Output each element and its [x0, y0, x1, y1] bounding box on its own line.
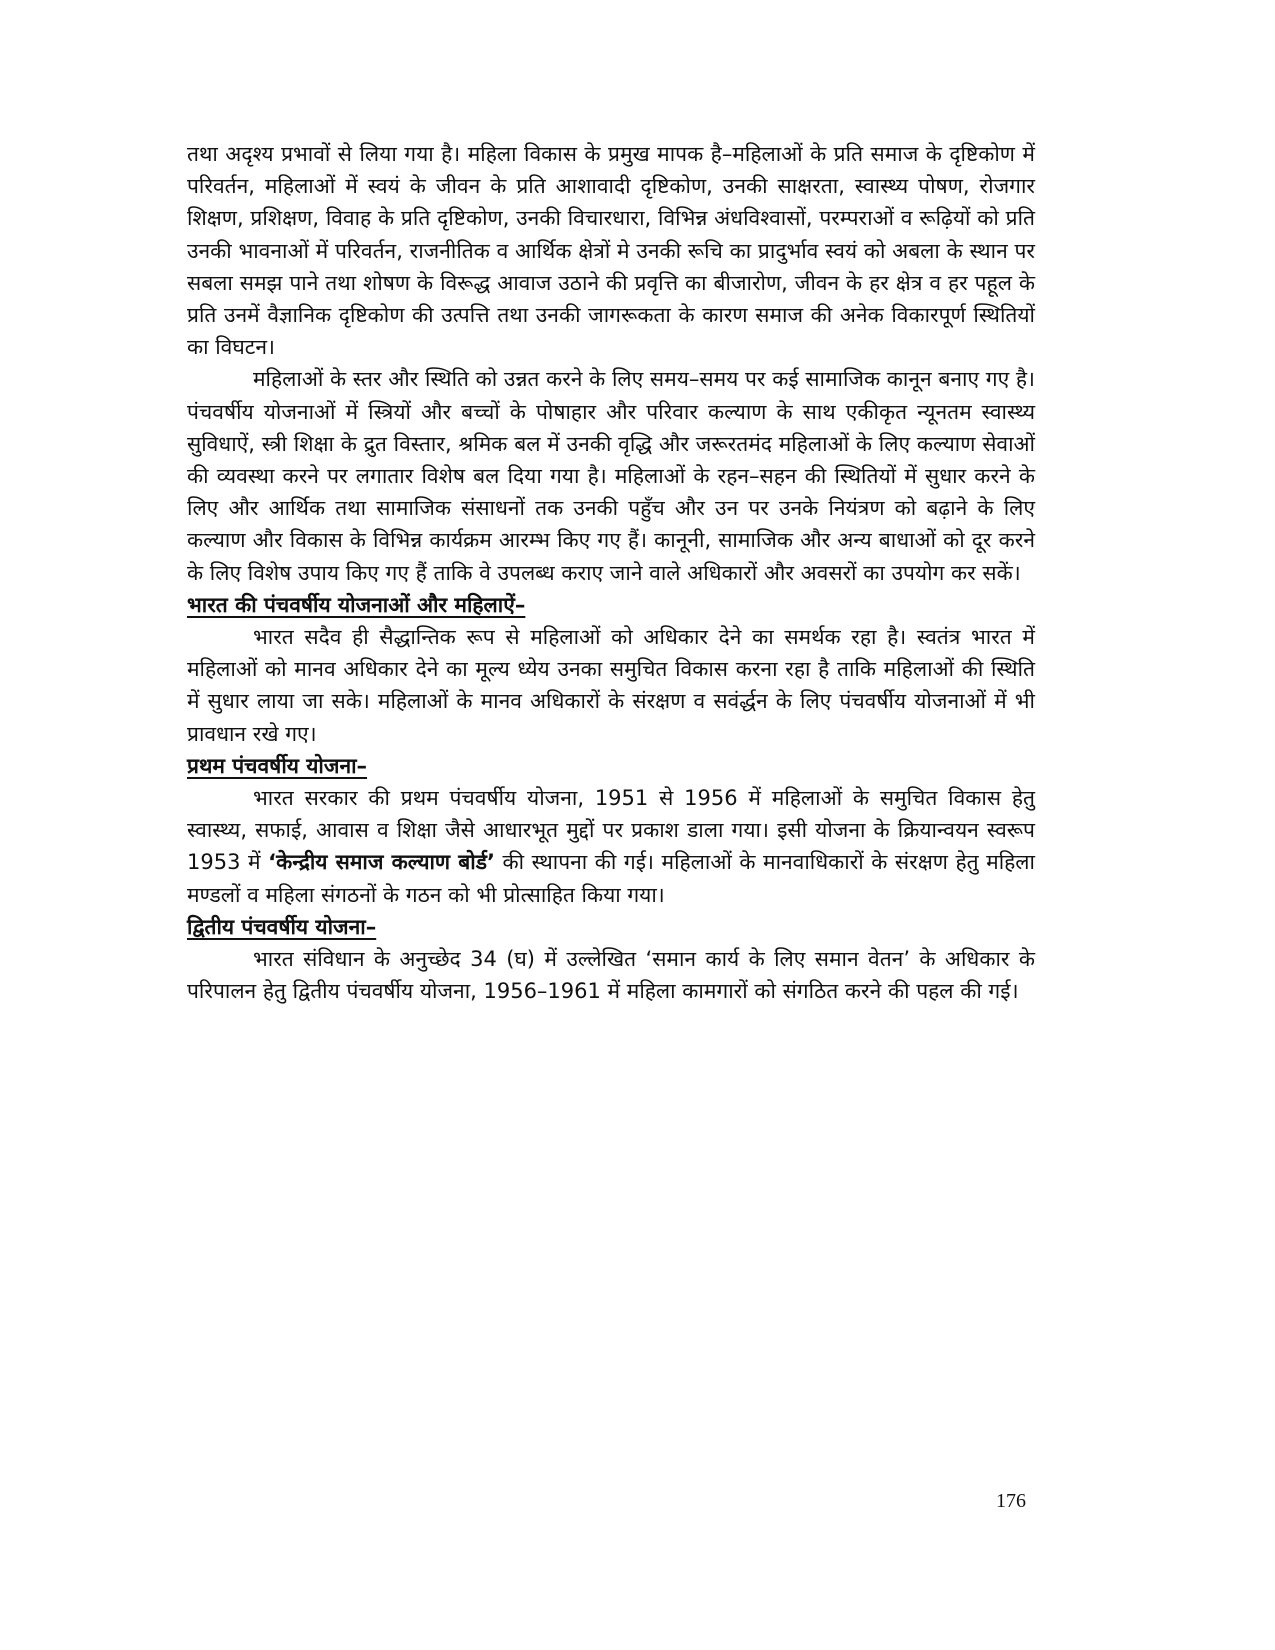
central-social-welfare-board-name: ‘केन्द्रीय समाज कल्याण बोर्ड’: [268, 850, 495, 875]
first-plan-text-before: भारत सरकार की प्रथम पंचवर्षीय योजना, 1951 से 1956 में महिलाओं के समुचित विकास हेतु स्वास्थ्य, सफाई, आवास व शिक्षा जैसे आधारभूत मुद्दों पर प्रकाश डाला गया। इसी योजना के क्रियान्वयन स्वरूप 1953 में: [187, 786, 1035, 875]
heading-five-year-plans: भारत की पंचवर्षीय योजनाओं और महिलाऐं–: [187, 592, 526, 617]
laws-paragraph: महिलाओं के स्तर और स्थिति को उन्नत करने के लिए समय–समय पर कई सामाजिक कानून बनाए गए है। पंचवर्षीय योजनाओं में स्त्रियों और बच्चों के पोषाहार और परिवार कल्याण के साथ एकीकृत न्यूनतम स्वास्थ्य सुविधाऐं, स्त्री शिक्षा के द्रुत विस्तार, श्रमिक बल में उनकी वृद्धि और जरूरतमंद महिलाओं के लिए कल्याण सेवाओं की व्यवस्था करने पर लगातार विशेष बल दिया गया है। महिलाओं के रहन–सहन की स्थितियों में सुधार करने के लिए और आर्थिक तथा सामाजिक संसाधनों तक उनकी पहुँच और उन पर उनके नियंत्रण को बढ़ाने के लिए कल्याण और विकास के विभिन्न कार्यक्रम आरम्भ किए गए हैं। कानूनी, सामाजिक और अन्य बाधाओं को दूर करने के लिए विशेष उपाय किए गए हैं ताकि वे उपलब्ध कराए जाने वाले अधिकारों और अवसरों का उपयोग कर सकें।: [187, 367, 1035, 585]
five-year-plans-paragraph: भारत सदैव ही सैद्धान्तिक रूप से महिलाओं को अधिकार देने का समर्थक रहा है। स्वतंत्र भारत में महिलाओं को मानव अधिकार देने का मूल्य ध्येय उनका समुचित विकास करना रहा है ताकि महिलाओं की स्थिति में सुधार लाया जा सके। महिलाओं के मानव अधिकारों के संरक्षण व सवंर्द्धन के लिए पंचवर्षीय योजनाओं में भी प्रावधान रखे गए।: [187, 625, 1035, 746]
heading-second-plan: द्वितीय पंचवर्षीय योजना–: [187, 914, 377, 939]
first-plan-text-after: की स्थापना की गई। महिलाओं के मानवाधिकारों के संरक्षण हेतु महिला मण्डलों व महिला संगठनों के गठन को भी प्रोत्साहित किया गया।: [187, 850, 1035, 907]
heading-first-plan: प्रथम पंचवर्षीय योजना–: [187, 753, 368, 778]
intro-paragraph: तथा अदृश्य प्रभावों से लिया गया है। महिला विकास के प्रमुख मापक है–महिलाओं के प्रति समाज के दृष्टिकोण में परिवर्तन, महिलाओं में स्वयं के जीवन के प्रति आशावादी दृष्टिकोण, उनकी साक्षरता, स्वास्थ्य पोषण, रोजगार शिक्षण, प्रशिक्षण, विवाह के प्रति दृष्टिकोण, उनकी विचारधारा, विभिन्न अंधविश्वासों, परम्पराओं व रूढ़ियों को प्रति उनकी भावनाओं में परिवर्तन, राजनीतिक व आर्थिक क्षेत्रों मे उनकी रूचि का प्रादुर्भाव स्वयं को अबला के स्थान पर सबला समझ पाने तथा शोषण के विरूद्ध आवाज उठाने की प्रवृत्ति का बीजारोण, जीवन के हर क्षेत्र व हर पहूल के प्रति उनमें वैज्ञानिक दृष्टिकोण की उत्पत्ति तथा उनकी जागरूकता के कारण समाज की अनेक विकारपूर्ण स्थितियों का विघटन।: [187, 142, 1035, 360]
document-page: [187, 138, 1035, 1007]
page-number: 176: [996, 1490, 1026, 1512]
second-plan-paragraph: भारत संविधान के अनुच्छेद 34 (घ) में उल्लेखित ‘समान कार्य के लिए समान वेतन’ के अधिकार के परिपालन हेतु द्वितीय पंचवर्षीय योजना, 1956–1961 में महिला कामगारों को संगठित करने की पहल की गई।: [187, 947, 1035, 1004]
first-plan-paragraph: [187, 782, 1035, 911]
